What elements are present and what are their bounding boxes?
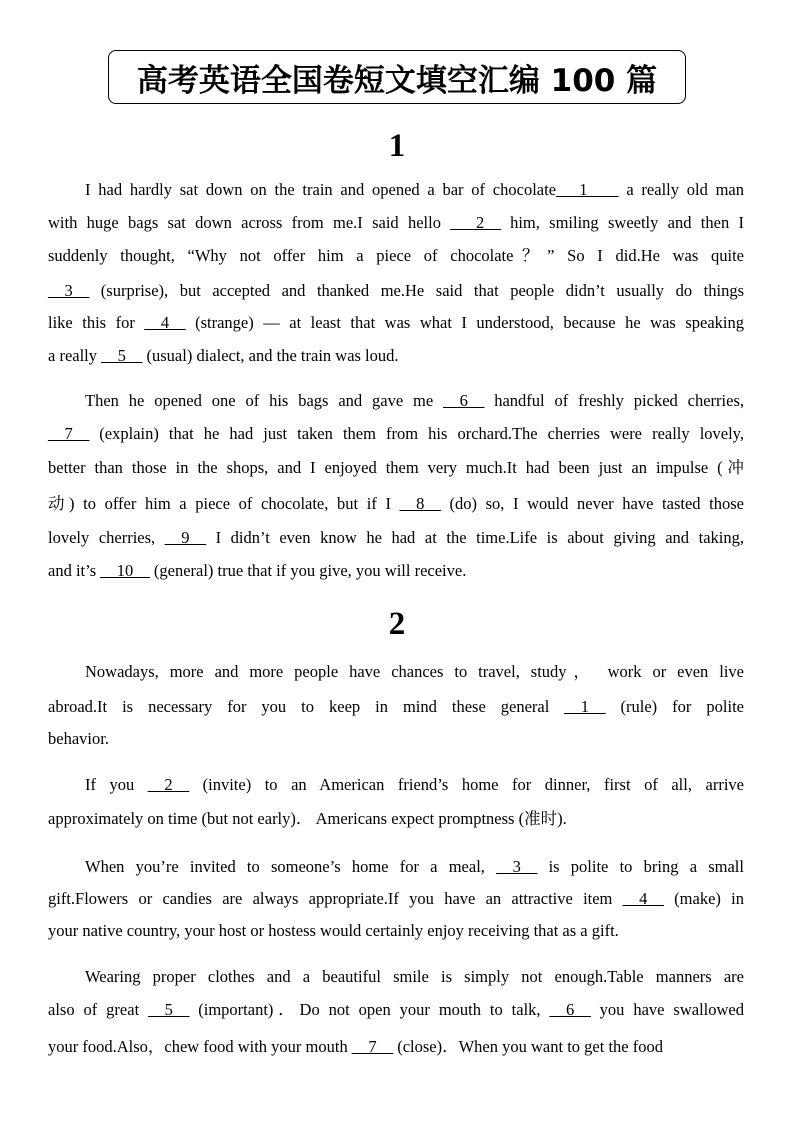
text-segment: (usual) dialect, and the train was loud. [142, 346, 399, 365]
answer-blank: __4__ [622, 889, 664, 908]
text-line [48, 521, 744, 554]
section-2-paragraph-3 [48, 850, 744, 947]
text-segment: handful of freshly picked cherries, [484, 391, 744, 410]
text-line [48, 554, 744, 587]
text-segment: (do) so, I would never have tasted those [440, 494, 745, 513]
text-line [48, 1030, 744, 1063]
text-segment: him, smiling sweetly and then I [500, 213, 744, 232]
text-segment: is polite to bring a small [537, 857, 744, 876]
text-segment: (close)．When you want to get the food [393, 1037, 663, 1056]
text-segment: Then he opened one of his bags and gave me [85, 391, 444, 410]
text-segment: I had hardly sat down on the train and opened a bar of chocolate [85, 180, 557, 199]
text-line [48, 993, 744, 1026]
text-segment: (strange) — at least that was what I understood, because he was speaking [185, 313, 744, 332]
text-line [48, 655, 744, 688]
text-segment: your native country, your host or hostess would certainly enjoy receiving that as a gift. [48, 921, 619, 940]
answer-blank: __10__ [100, 561, 150, 580]
text-line [48, 206, 744, 239]
answer-blank: 1 [556, 180, 619, 199]
text-segment: your food.Also，chew food with your mouth [48, 1037, 352, 1056]
section-1-paragraph-1 [48, 173, 744, 372]
text-segment: a really old man [618, 180, 744, 199]
text-segment: I didn’t even know he had at the time.Life is about giving and taking, [206, 528, 744, 547]
answer-blank: __5__ [101, 346, 143, 365]
answer-blank: __7__ [48, 424, 90, 443]
text-line [48, 173, 744, 206]
answer-blank: __2__ [147, 775, 190, 794]
text-segment: Wearing proper clothes and a beautiful smile is simply not enough.Table manners are [85, 967, 744, 986]
text-segment: you have swallowed [590, 1000, 744, 1019]
answer-blank: __8__ [399, 494, 441, 513]
section-number: 2 [388, 606, 406, 642]
answer-blank: __3__ [496, 857, 538, 876]
text-segment: behavior. [48, 729, 109, 748]
text-segment: (invite) to an American friend’s home for dinner, first of all, arrive [189, 775, 744, 794]
text-segment: like this for [48, 313, 145, 332]
section-2-paragraph-4 [48, 960, 744, 1063]
text-line [48, 960, 744, 993]
answer-blank: __6__ [443, 391, 485, 410]
text-segment: suddenly thought, “Why not offer him a piece of chocolate？” So I did.He was quite [48, 246, 744, 265]
text-segment: (general) true that if you give, you will receive. [149, 561, 467, 580]
answer-blank: __5__ [148, 1000, 190, 1019]
text-line [48, 239, 744, 272]
text-line [48, 384, 744, 417]
text-segment: When you’re invited to someone’s home for a meal, [85, 857, 497, 876]
text-line [48, 451, 744, 484]
text-segment: Nowadays, more and more people have chances to travel, study， work or even live [85, 662, 744, 681]
text-line [48, 339, 744, 372]
text-line [48, 417, 744, 450]
text-segment: approximately on time (but not early)． Americans expect promptness (准时). [48, 809, 567, 828]
text-line [48, 722, 744, 755]
text-segment: and it’s [48, 561, 101, 580]
text-segment: also of great [48, 1000, 149, 1019]
text-line [48, 768, 744, 801]
answer-blank: __2__ [450, 213, 501, 232]
answer-blank: __1__ [564, 697, 606, 716]
text-line [48, 850, 744, 883]
text-segment: 动) to offer him a piece of chocolate, but if I [48, 494, 400, 513]
text-line [48, 274, 744, 307]
section-number: 1 [388, 128, 406, 164]
section-2-paragraph-1 [48, 655, 744, 755]
text-segment: a really [48, 346, 102, 365]
text-segment: (explain) that he had just taken them from his orchard.The cherries were really lovely, [89, 424, 744, 443]
answer-blank: __4__ [144, 313, 186, 332]
answer-blank: __9__ [164, 528, 206, 547]
text-segment: abroad.It is necessary for you to keep in mind these general [48, 697, 565, 716]
text-line [48, 914, 744, 947]
text-segment: (important)．Do not open your mouth to talk, [189, 1000, 550, 1019]
text-line [48, 487, 744, 520]
text-segment: (surprise), but accepted and thanked me.He said that people didn’t usually do things [89, 281, 744, 300]
text-line [48, 306, 744, 339]
text-line [48, 802, 744, 835]
text-segment: better than those in the shops, and I enjoyed them very much.It had been just an impulse (冲 [48, 458, 744, 477]
text-segment: lovely cherries, [48, 528, 165, 547]
text-segment: (rule) for polite [605, 697, 744, 716]
text-line [48, 882, 744, 915]
text-segment: (make) in [663, 889, 744, 908]
text-segment: If you [85, 775, 148, 794]
section-1-paragraph-2 [48, 384, 744, 587]
section-2-paragraph-2 [48, 768, 744, 835]
answer-blank: __3__ [48, 281, 90, 300]
text-segment: gift.Flowers or candies are always appropriate.If you have an attractive item [48, 889, 623, 908]
answer-blank: __7__ [351, 1037, 394, 1056]
document-title: 高考英语全国卷短文填空汇编 100 篇 [108, 50, 686, 104]
text-line [48, 690, 744, 723]
text-segment: with huge bags sat down across from me.I said hello [48, 213, 451, 232]
answer-blank: __6__ [549, 1000, 591, 1019]
